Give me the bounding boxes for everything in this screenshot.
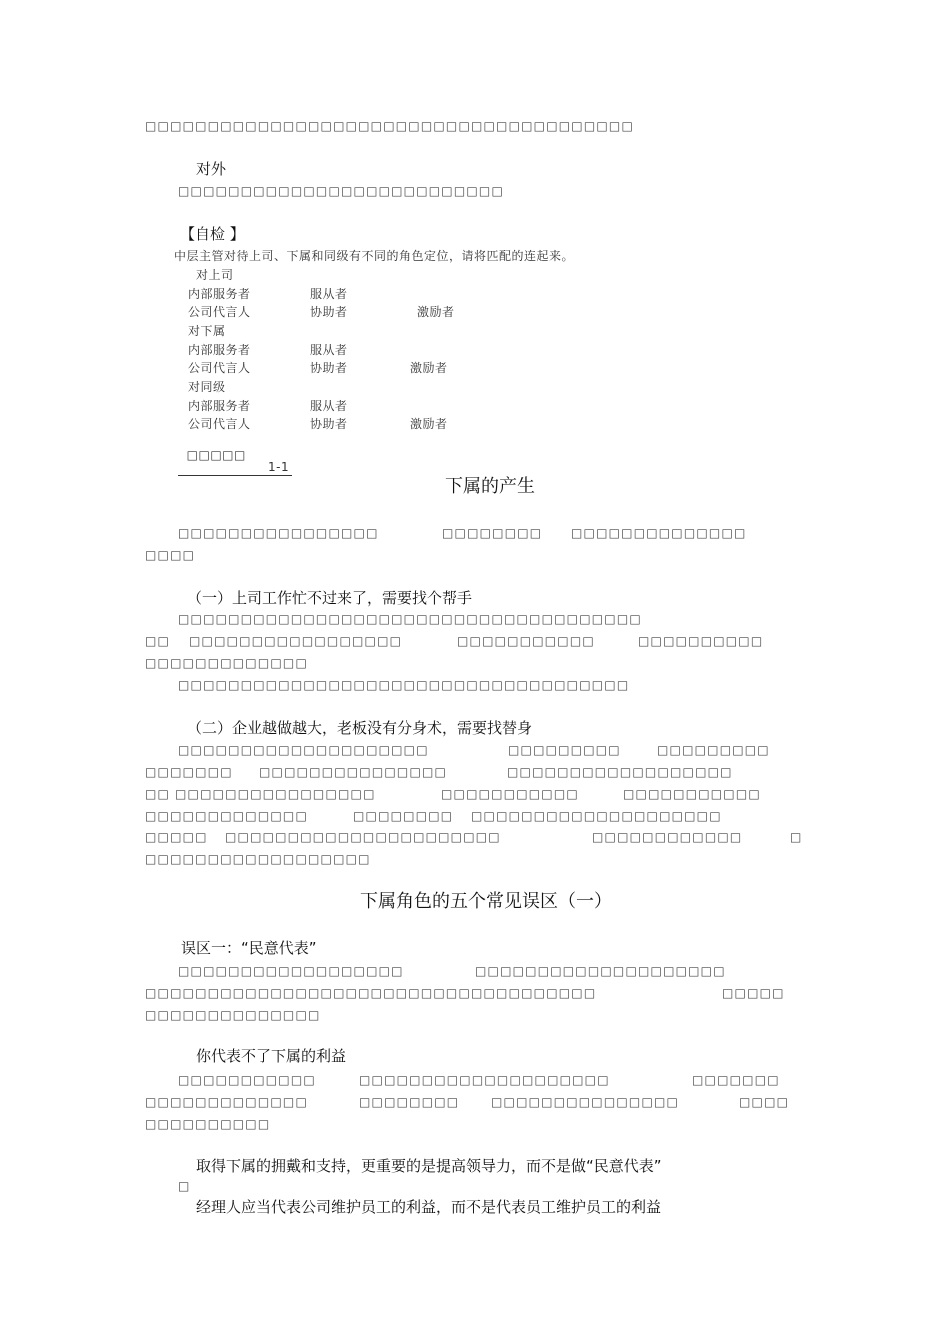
role-option: 激励者 [410, 361, 448, 375]
role-option: 服从者 [310, 343, 348, 357]
answer-link[interactable] [178, 437, 292, 476]
text-line: □□□□□□□□□□□□□ [145, 809, 308, 823]
text-line: □□□□ [145, 548, 196, 562]
role-option: 公司代言人 [188, 305, 251, 319]
text-line: □ [178, 1179, 191, 1193]
text-line: □□□□□□□□□□□□□□□□□□□□ [475, 964, 726, 978]
text-line: □□□□□□□□□□□□□□ [145, 1008, 321, 1022]
text-line: □□□□□□□□□□□ [457, 634, 595, 648]
text-line: □□□□□□□□□□□□□□□□□□ [507, 765, 733, 779]
text-line: □□□□□□□□□□□□□□□□□□□□□□□□□□□□□□□□□□□□□ [178, 612, 642, 626]
role-option: 激励者 [417, 305, 455, 319]
role-option: 协助者 [310, 305, 348, 319]
role-option: 协助者 [310, 361, 348, 375]
text-line: □□ [145, 787, 171, 801]
group-title: 对下属 [188, 324, 226, 338]
text-line: □□□□□□□□□□□□□□ [571, 526, 747, 540]
text-line: □□□□□□□□□□□□□□□□□□□□□□□□□□□□□□□□□□□□ [178, 678, 630, 692]
exercise-prompt: 中层主管对待上司、下属和同级有不同的角色定位，请将匹配的连起来。 [174, 249, 575, 263]
role-option: 激励者 [410, 417, 448, 431]
answer-link-text: □□□□□ [186, 448, 246, 462]
text-line: □□□□□□□□□□□□□□□□ [178, 526, 379, 540]
text-line: □□□□□□□□□□□□ [592, 830, 743, 844]
text-line: □□□□□□□□ [359, 1095, 460, 1109]
group-title: 对同级 [188, 380, 226, 394]
text-line: □□□□□□□□□□□□□□□□□□□□□□□□□□ [178, 184, 504, 198]
emphasis-line: 经理人应当代表公司维护员工的利益，而不是代表员工维护员工的利益 [196, 1198, 662, 1216]
subsection-title: 误区一：“民意代表” [181, 939, 317, 957]
emphasis-line: 取得下属的拥戴和支持，更重要的是提高领导力，而不是做“民意代表” [196, 1157, 662, 1175]
subheading: 你代表不了下属的利益 [196, 1047, 347, 1065]
section-title: 下属角色的五个常见误区（一） [360, 891, 612, 912]
text-line: □□□□□□□□□□□□□□□□ [175, 787, 376, 801]
text-line: □□□□□□□□□□□□□□□ [259, 765, 448, 779]
text-line: □□□□□□□□ [442, 526, 543, 540]
text-line: □□□□□□□□□□□□□ [145, 1095, 308, 1109]
role-option: 内部服务者 [188, 287, 251, 301]
subsection-title: （二）企业越做越大，老板没有分身术，需要找替身 [187, 719, 533, 737]
group-title: 对上司 [196, 268, 234, 282]
text-line: □□□□□□□ [145, 765, 233, 779]
text-line: □□□□□□□□□□□□□□□□□□□□□□□□□□□□□□□□□□□□ [145, 986, 597, 1000]
text-line: □ [790, 830, 803, 844]
text-line: □□ [145, 634, 171, 648]
text-line: □□□□□□□□□□□□□□□ [491, 1095, 680, 1109]
role-option: 公司代言人 [188, 361, 251, 375]
text-line: □□□□□□□□□□□□□□□□□□□□□□ [225, 830, 501, 844]
text-line: □□□□□□□□□□□ [623, 787, 761, 801]
role-option: 公司代言人 [188, 417, 251, 431]
role-option: 内部服务者 [188, 399, 251, 413]
text-line: □□□□□□□□□□ [638, 634, 764, 648]
text-line: □□□□□□□□□□□□□□□□□□ [178, 964, 404, 978]
subheading-zijian: 【自检 】 [180, 225, 245, 243]
role-option: 内部服务者 [188, 343, 251, 357]
text-line: □□□□□ [145, 830, 208, 844]
answer-link-number: 1-1 [268, 460, 290, 474]
text-line: □□□□□□□□□□□□□□□□□□□□ [471, 809, 722, 823]
text-line: □□□□□□□□□□□□□□□□□□□□ [359, 1073, 610, 1087]
text-line: □□□□□□□ [692, 1073, 780, 1087]
text-line: □□□□□□□□□□□ [178, 1073, 316, 1087]
text-line: □□□□□□□□□□□□□□□□□□ [145, 852, 371, 866]
text-line: □□□□□□□□□□ [145, 1117, 271, 1131]
text-line: □□□□□□□□□□□□□□□□□□□□□□□□□□□□□□□□□□□□□□□ [145, 119, 634, 133]
text-line: □□□□□□□□ [353, 809, 454, 823]
section-title: 下属的产生 [445, 476, 535, 497]
subsection-title: （一）上司工作忙不过来了，需要找个帮手 [187, 589, 473, 607]
role-option: 服从者 [310, 287, 348, 301]
text-line: □□□□□ [722, 986, 785, 1000]
text-line: □□□□ [739, 1095, 790, 1109]
text-line: □□□□□□□□□□□□□□□□□ [189, 634, 403, 648]
role-option: 协助者 [310, 417, 348, 431]
text-line: □□□□□□□□□□□□□ [145, 656, 308, 670]
role-option: 服从者 [310, 399, 348, 413]
text-line: □□□□□□□□□□□ [441, 787, 579, 801]
text-line: □□□□□□□□□ [508, 743, 621, 757]
text-line: □□□□□□□□□□□□□□□□□□□□ [178, 743, 429, 757]
text-line: □□□□□□□□□ [657, 743, 770, 757]
subheading-duiwai: 对外 [196, 160, 227, 178]
